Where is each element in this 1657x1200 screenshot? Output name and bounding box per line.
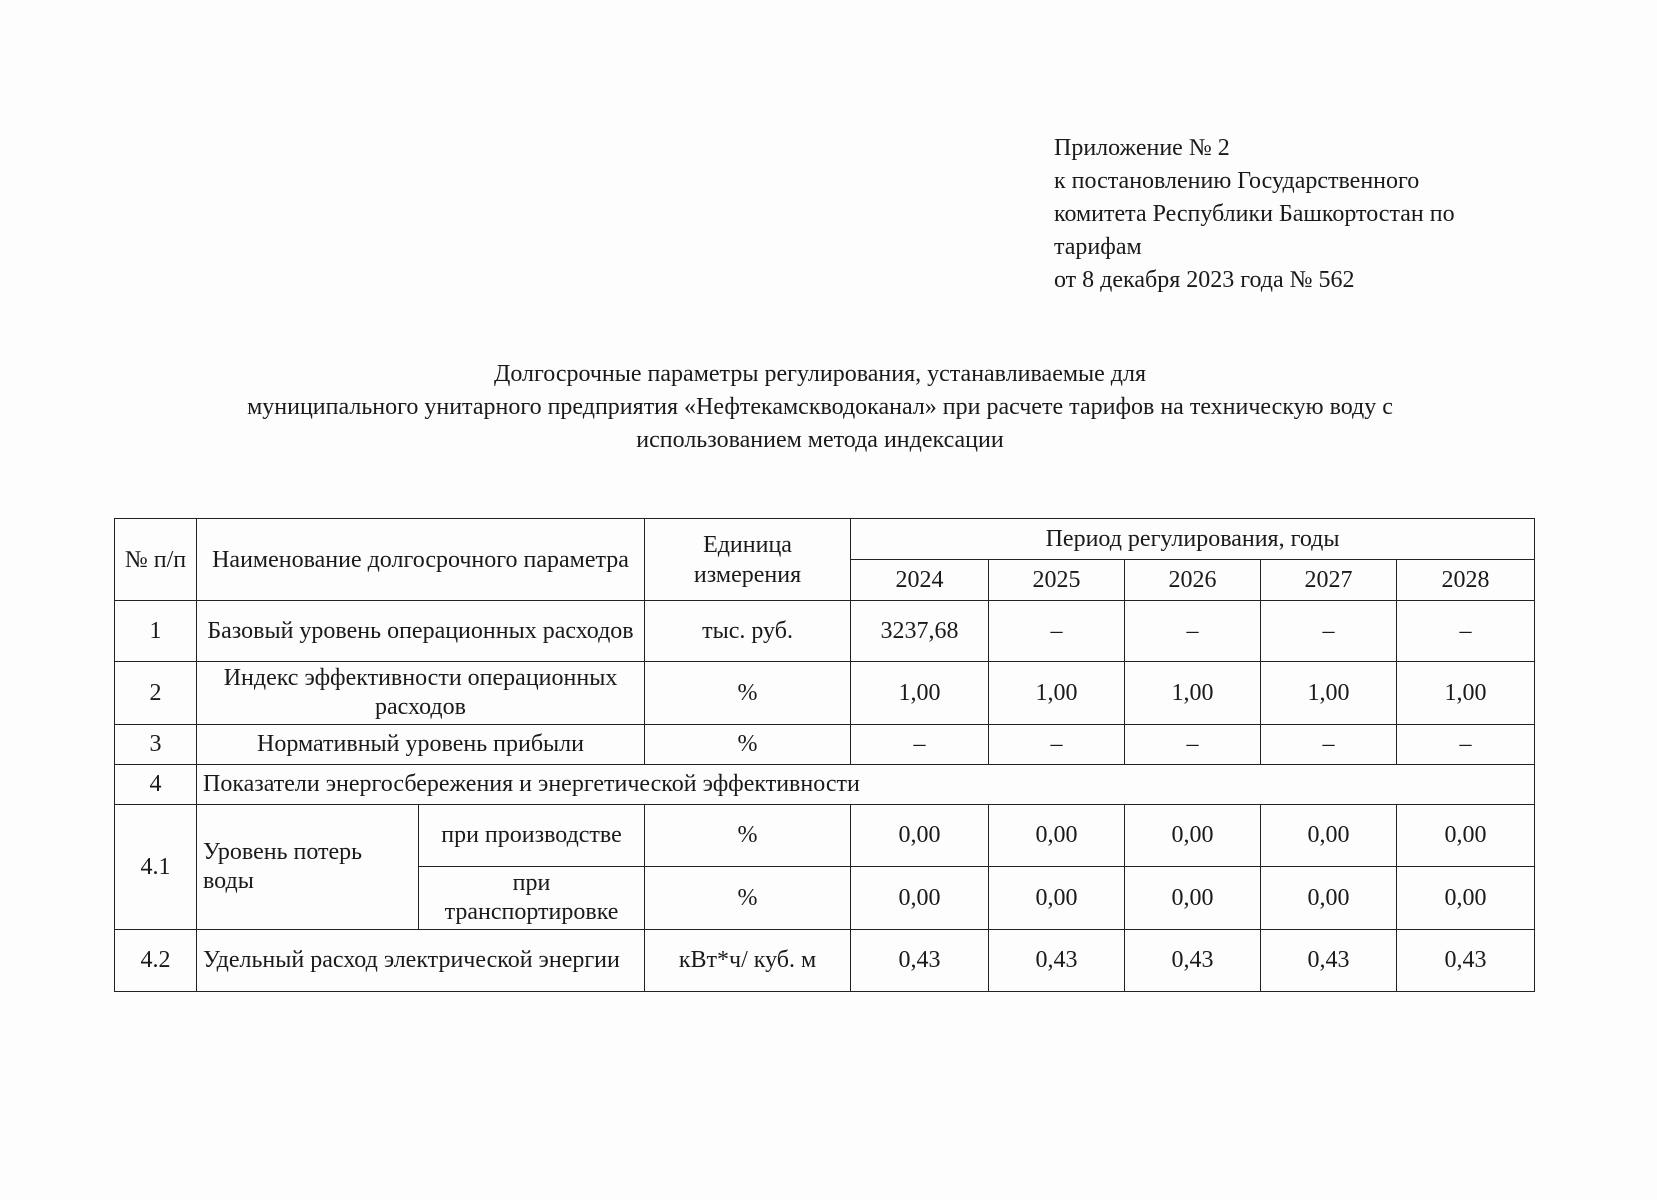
row-unit: %: [645, 867, 851, 930]
row-name: Удельный расход электрической энергии: [197, 930, 645, 992]
row-num: 2: [115, 662, 197, 725]
row-name: Индекс эффективности операционных расходов: [197, 662, 645, 725]
row-value: 0,00: [1261, 867, 1397, 930]
row-value: –: [989, 725, 1125, 765]
row-value: 1,00: [1261, 662, 1397, 725]
row-value: –: [851, 725, 989, 765]
title-line: муниципального унитарного предприятия «Нефтекамскводоканал» при расчете тарифов на техническую воду с: [247, 394, 1393, 420]
header-year: 2024: [851, 560, 989, 601]
row-value: 0,00: [851, 805, 989, 867]
appendix-line: тарифам: [1054, 234, 1142, 260]
header-unit: Единица измерения: [645, 519, 851, 601]
row-value: –: [1125, 725, 1261, 765]
row-value: 0,00: [1397, 805, 1535, 867]
row-value: 0,43: [1125, 930, 1261, 992]
row-value: 0,43: [851, 930, 989, 992]
row-value: 1,00: [1397, 662, 1535, 725]
appendix-line: комитета Республики Башкортостан по: [1054, 201, 1455, 227]
row-unit: тыс. руб.: [645, 601, 851, 662]
row-value: –: [1125, 601, 1261, 662]
row-value: 0,43: [1397, 930, 1535, 992]
table-row: [115, 662, 1535, 725]
row-unit: %: [645, 662, 851, 725]
table-row: [115, 601, 1535, 662]
row-value: 0,43: [1261, 930, 1397, 992]
row-unit: %: [645, 725, 851, 765]
row-value: 3237,68: [851, 601, 989, 662]
title-line: использованием метода индексации: [636, 427, 1004, 453]
header-year: 2027: [1261, 560, 1397, 601]
row-value: –: [1261, 601, 1397, 662]
parameters-table: [114, 518, 1535, 992]
table-row: [115, 805, 1535, 867]
document-title: [110, 358, 1530, 457]
title-line: Долгосрочные параметры регулирования, устанавливаемые для: [493, 361, 1147, 387]
row-value: 0,00: [1125, 805, 1261, 867]
header-year: 2028: [1397, 560, 1535, 601]
header-period: Период регулирования, годы: [851, 519, 1535, 560]
row-name: Нормативный уровень прибыли: [197, 725, 645, 765]
row-num: 4: [115, 765, 197, 805]
row-value: 0,00: [851, 867, 989, 930]
row-name: Базовый уровень операционных расходов: [197, 601, 645, 662]
row-value: –: [1261, 725, 1397, 765]
row-value: 0,00: [989, 805, 1125, 867]
row-value: 1,00: [989, 662, 1125, 725]
row-value: 0,00: [989, 867, 1125, 930]
row-value: –: [1397, 725, 1535, 765]
appendix-line: Приложение № 2: [1054, 135, 1230, 161]
row-value: 0,43: [989, 930, 1125, 992]
row-value: 1,00: [851, 662, 989, 725]
header-year: 2026: [1125, 560, 1261, 601]
table-row: [115, 930, 1535, 992]
appendix-block: [1054, 132, 1574, 297]
sub-row-name: при производстве: [419, 805, 645, 867]
row-value: –: [989, 601, 1125, 662]
row-unit: %: [645, 805, 851, 867]
header-year: 2025: [989, 560, 1125, 601]
row-value: 0,00: [1125, 867, 1261, 930]
row-value: 1,00: [1125, 662, 1261, 725]
appendix-line: от 8 декабря 2023 года № 562: [1054, 267, 1355, 293]
row-value: 0,00: [1397, 867, 1535, 930]
section-name: Показатели энергосбережения и энергетической эффективности: [197, 765, 1535, 805]
row-unit: кВт*ч/ куб. м: [645, 930, 851, 992]
row-num: 4.1: [115, 805, 197, 930]
table-section-row: [115, 765, 1535, 805]
table-row: [115, 725, 1535, 765]
row-name: Уровень потерь воды: [197, 805, 419, 930]
table-header-row: [115, 519, 1535, 560]
row-num: 4.2: [115, 930, 197, 992]
row-num: 1: [115, 601, 197, 662]
row-num: 3: [115, 725, 197, 765]
row-value: 0,00: [1261, 805, 1397, 867]
row-value: –: [1397, 601, 1535, 662]
header-name: Наименование долгосрочного параметра: [197, 519, 645, 601]
header-num: № п/п: [115, 519, 197, 601]
appendix-line: к постановлению Государственного: [1054, 168, 1420, 194]
sub-row-name: при транспортировке: [419, 867, 645, 930]
